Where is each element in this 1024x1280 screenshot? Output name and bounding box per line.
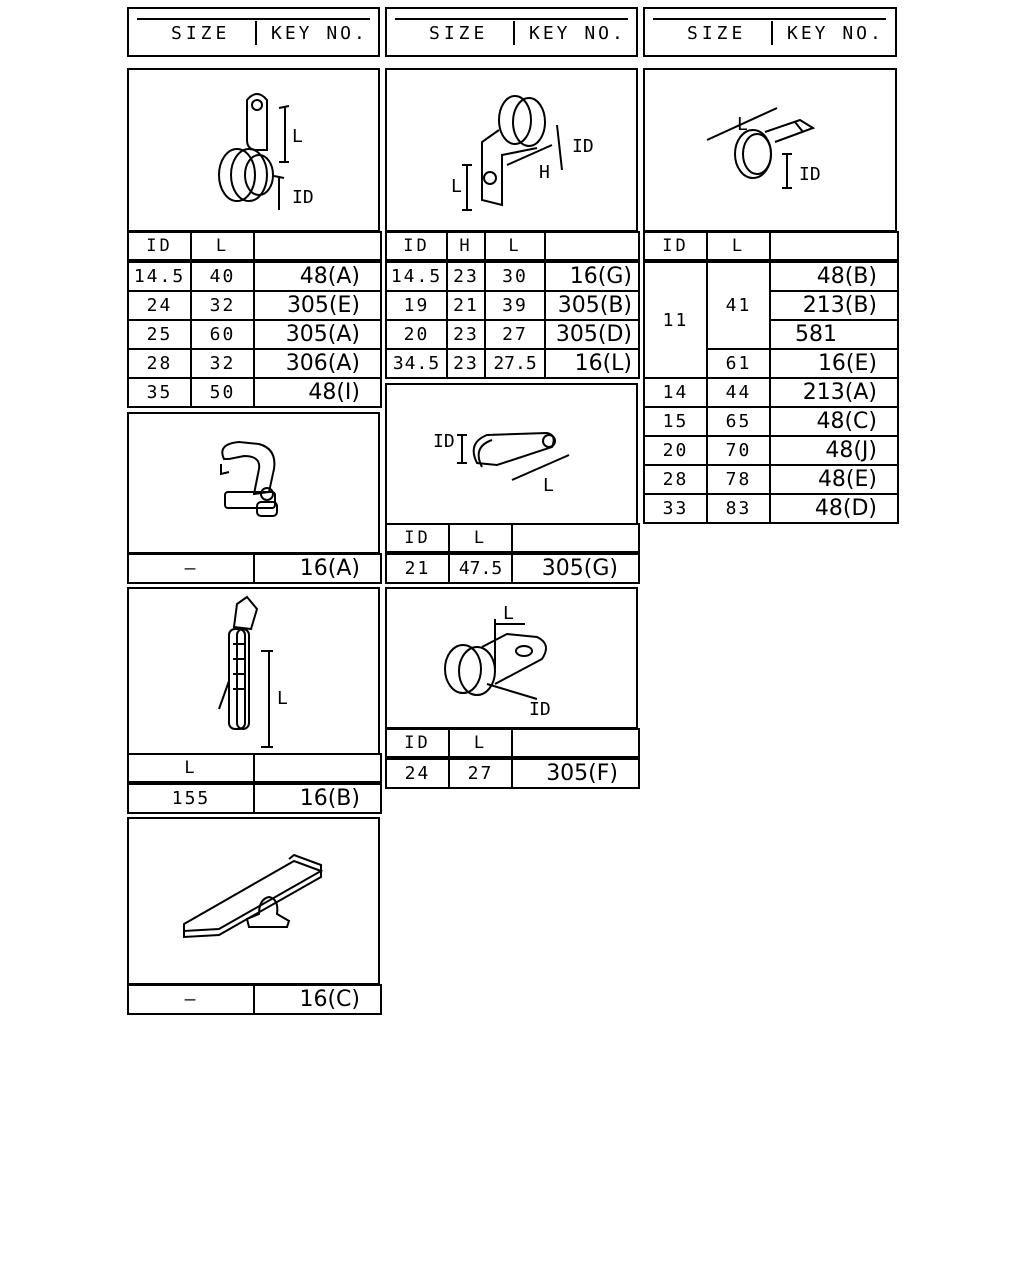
- dim-label-l: L: [277, 688, 288, 709]
- key-no: 48(D): [770, 494, 898, 523]
- clamp-a-table: [127, 231, 382, 408]
- dim-label-id: ID: [433, 431, 455, 452]
- col-header-id: ID: [386, 524, 449, 553]
- band-clamp-icon: [645, 70, 895, 230]
- key-no: 305(G): [512, 553, 639, 583]
- table-row: [128, 985, 381, 1014]
- clamp-a-illustration: [127, 68, 380, 232]
- header-size: SIZE: [171, 23, 231, 44]
- key-no: 48(J): [770, 436, 898, 465]
- header-box-1: [127, 7, 380, 57]
- key-no: 305(F): [512, 758, 639, 788]
- clip-16a-table: [127, 553, 382, 584]
- col-header-key: [512, 524, 639, 553]
- clip-16b-table: [127, 753, 382, 814]
- key-no: 16(C): [254, 985, 381, 1014]
- hook-clip-icon: [129, 414, 378, 552]
- col-header-key: [770, 232, 898, 261]
- key-no: 305(E): [254, 291, 381, 320]
- table-row: 20 23 27 305(D): [386, 320, 639, 349]
- loop-clamp-icon: [387, 385, 636, 523]
- key-no: 16(A): [254, 554, 381, 583]
- key-no: 48(I): [254, 378, 381, 407]
- col-header-l: L: [485, 232, 545, 261]
- key-no: 305(A): [254, 320, 381, 349]
- col-header-key: [545, 232, 639, 261]
- col-header-l: L: [191, 232, 254, 261]
- col-header-l: L: [128, 754, 254, 783]
- dim-label-l: L: [451, 176, 462, 197]
- table-row: 15 65 48(C): [644, 407, 898, 436]
- push-rivet-clip-icon: [129, 589, 378, 753]
- clamp-b-illustration: [385, 68, 638, 232]
- header-key-no: KEY NO.: [529, 23, 626, 44]
- clip-16c-table: [127, 984, 382, 1015]
- clip-16a-illustration: [127, 412, 380, 554]
- size-value: 155: [128, 783, 254, 813]
- key-no: 16(B): [254, 783, 381, 813]
- table-row: 28 78 48(E): [644, 465, 898, 494]
- header-box-2: [385, 7, 638, 57]
- table-row: 14 44 213(A): [644, 378, 898, 407]
- table-row: 20 70 48(J): [644, 436, 898, 465]
- key-no: 213(B): [770, 291, 898, 320]
- table-row: [644, 261, 898, 291]
- header-size: SIZE: [429, 23, 489, 44]
- dim-label-l: L: [292, 126, 303, 147]
- size-value: —: [128, 554, 254, 583]
- clamp-g-illustration: [385, 383, 638, 525]
- group-l: 41: [707, 261, 770, 349]
- key-no: 581: [770, 320, 898, 349]
- dim-label-h: H: [539, 162, 550, 183]
- key-no: 16(G): [545, 261, 639, 291]
- col-header-l: L: [449, 729, 512, 758]
- table-row: 34.5 23 27.5 16(L): [386, 349, 639, 378]
- dim-label-l: L: [737, 114, 748, 135]
- key-no: 16(L): [545, 349, 639, 378]
- table-row: [128, 554, 381, 583]
- header-key-no: KEY NO.: [787, 23, 884, 44]
- key-no: 305(D): [545, 320, 639, 349]
- table-row: 19 21 39 305(B): [386, 291, 639, 320]
- table-row: 35 50 48(I): [128, 378, 381, 407]
- clamp-g-table: [385, 523, 640, 584]
- clamp-f-table: [385, 728, 640, 789]
- dim-label-id: ID: [572, 136, 594, 157]
- dim-label-l: L: [543, 475, 554, 496]
- col-header-l: L: [707, 232, 770, 261]
- table-row: 14.5 23 30 16(G): [386, 261, 639, 291]
- clip-16b-illustration: [127, 587, 380, 755]
- key-no: 306(A): [254, 349, 381, 378]
- table-row: 21 47.5 305(G): [386, 553, 639, 583]
- key-no: 213(A): [770, 378, 898, 407]
- col-header-l: L: [449, 524, 512, 553]
- dim-label-id: ID: [529, 699, 551, 720]
- col-header-key: [512, 729, 639, 758]
- key-no: 305(B): [545, 291, 639, 320]
- header-size: SIZE: [687, 23, 747, 44]
- header-box-3: [643, 7, 897, 57]
- table-row: 24 32 305(E): [128, 291, 381, 320]
- table-row: 61 16(E): [644, 349, 898, 378]
- bracket-clip-icon: [129, 819, 378, 983]
- table-row: [128, 783, 381, 813]
- table-row: 14.5 40 48(A): [128, 261, 381, 291]
- key-no: 48(E): [770, 465, 898, 494]
- group-id: 11: [644, 261, 707, 378]
- clamp-c-illustration: [643, 68, 897, 232]
- table-row: 24 27 305(F): [386, 758, 639, 788]
- dim-label-l: L: [503, 603, 514, 624]
- p-clamp-with-bracket-icon: [387, 70, 636, 230]
- table-row: 28 32 306(A): [128, 349, 381, 378]
- p-clamp-flat-tab-icon: [387, 589, 636, 727]
- key-no: 48(A): [254, 261, 381, 291]
- col-header-id: ID: [386, 232, 447, 261]
- key-no: 48(C): [770, 407, 898, 436]
- table-row: 25 60 305(A): [128, 320, 381, 349]
- key-no: 16(E): [770, 349, 898, 378]
- clamp-b-table: [385, 231, 640, 379]
- clamp-c-table: [643, 231, 899, 524]
- dim-label-id: ID: [292, 187, 314, 208]
- clamp-f-illustration: [385, 587, 638, 729]
- clip-16c-illustration: [127, 817, 380, 985]
- dim-label-id: ID: [799, 164, 821, 185]
- p-clamp-with-tab-icon: [129, 70, 378, 230]
- header-key-no: KEY NO.: [271, 23, 368, 44]
- col-header-id: ID: [128, 232, 191, 261]
- col-header-id: ID: [386, 729, 449, 758]
- col-header-key: [254, 232, 381, 261]
- table-row: 33 83 48(D): [644, 494, 898, 523]
- col-header-id: ID: [644, 232, 707, 261]
- size-value: —: [128, 985, 254, 1014]
- key-no: 48(B): [770, 261, 898, 291]
- col-header-h: H: [447, 232, 485, 261]
